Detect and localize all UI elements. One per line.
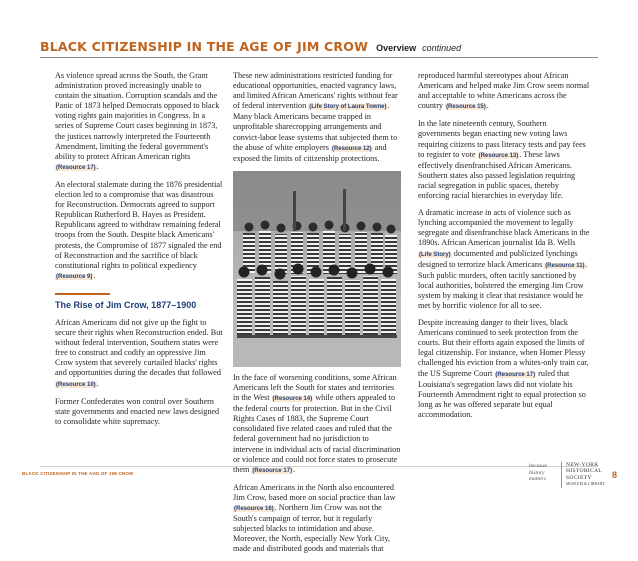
paragraph: An electoral stalemate during the 1876 presidential election led to a compromise that was disastrous for Reconstruction. Democrats agreed to support Republican Rutherford B. Hayes as President. Republicans agreed to withdraw remaining federal troops from the South. Despite black Americans' protests, the Compromise of 1877 signaled the end of Reconstruction and the sacrifice of black constitutional rights to political expediency (Resource 9). <box>55 179 223 280</box>
footer-rule <box>40 466 598 467</box>
paragraph: African Americans in the North also encountered Jim Crow, based more on social practice than law (Resource 16). Northern Jim Crow was not the South's campaign of terror, but it regularly subjected blacks to intimidation and abuse. Moreover, the North, especially New York City, made and distributed goods and materials that <box>233 482 396 554</box>
page-title: BLACK CITIZENSHIP IN THE AGE OF JIM CROW <box>40 39 369 54</box>
continued-label: continued <box>422 43 462 53</box>
column-3 <box>418 71 590 427</box>
footer-title: BLACK CITIZENSHIP IN THE AGE OF JIM CROW <box>22 471 134 476</box>
resource-link[interactable]: (Resource 13) <box>478 152 519 159</box>
resource-link[interactable]: (Resource 9) <box>56 273 93 280</box>
page-number: 8 <box>612 470 618 480</box>
paragraph: A dramatic increase in acts of violence such as lynching accompanied the movement to legally segregate and disenfranchise black Americans in the 1890s. African American journalist Ida B. Wells (Life Story) documented and publicized lynchings designed to terrorize black Americans (Resource 11). Such public murders, often tacitly sanctioned by local authorities, bolstered the emerging Jim Crow system by making it clear that resistance would be met by horrific violence for all to see. <box>418 208 590 310</box>
resource-link[interactable]: (Resource 16) <box>234 505 274 512</box>
resource-link[interactable]: (Resource 10) <box>56 381 96 388</box>
column-2 <box>233 71 401 561</box>
overview-label: Overview <box>376 43 417 53</box>
paragraph: As violence spread across the South, the Grant administration proved increasingly unable to contain the situation. Corruption scandals and the Panic of 1873 helped Democrats opposed to black voting rights gain majorities in Congress. In a series of Supreme Court cases beginning in 1873, the justices narrowly interpreted the Fourteenth Amendment, limiting the federal government's ability to protect African American rights (Resource 17). <box>55 71 220 171</box>
paragraph: reproduced harmful stereotypes about African Americans and helped make Jim Crow seem normal and acceptable to white Americans across the country (Resource 15). <box>418 71 590 111</box>
section-divider <box>55 293 110 295</box>
resource-link[interactable]: (Resource 15) <box>446 104 486 111</box>
resource-link[interactable]: (Resource 17) <box>252 467 293 474</box>
resource-link[interactable]: (Resource 12) <box>332 145 372 152</box>
page-header <box>40 38 461 56</box>
resource-link[interactable]: (Life Story of Laura Towne) <box>309 104 387 111</box>
paragraph: Despite increasing danger to their lives, black Americans continued to seek protection from the courts. But their efforts again exposed the limits of legal citizenship. For instance, when Homer Plessy challenged his eviction from a whites-only train car, the US Supreme Court (Resource 17) ruled that Louisiana's segregation laws did not violate his Fourteenth Amendment right to equal protection so long as he was offered separate but equal accommodation. <box>418 318 589 419</box>
paragraph: These new administrations restricted funding for educational opportunities, enacted vagrancy laws, and limited African Americans' rights without fear of federal intervention (Life Story of Laura Towne). Many black Americans became trapped in unprofitable sharecropping arrangements and convict-labor lease systems that subjected them to the abuse of white employers (Resource 12) and exposed the limits of citizenship protections. <box>233 71 398 163</box>
resource-link[interactable]: (Resource 11) <box>545 262 585 269</box>
tagline: because history matters <box>529 463 548 483</box>
resource-link[interactable]: (Resource 14) <box>272 396 313 403</box>
nyhs-logo: NEW-YORK HISTORICAL SOCIETY MUSEUM & LIBRARY <box>561 462 610 488</box>
resource-link[interactable]: (Life Story) <box>419 251 451 258</box>
resource-link[interactable]: (Resource 17) <box>495 371 536 378</box>
paragraph: In the late nineteenth century, Southern governments began enacting new voting laws requiring citizens to pass literacy tests and pay fees to register to vote (Resource 13). These laws effectively disenfranchised African Americans. Southern states also passed legislation requiring racial segregation in public spaces, thereby enforcing racial hierarchies in everyday life. <box>418 119 586 201</box>
section-heading: The Rise of Jim Crow, 1877–1900 <box>55 299 197 310</box>
paragraph: African Americans did not give up the fight to secure their rights when Reconstruction ended. But without federal intervention, Southern states were free to construct and codify an oppressive Jim Crow system that severely curtailed blacks' rights and opportunities during the decades that followed (Resource 10). <box>55 317 223 388</box>
column-1 <box>55 71 223 434</box>
paragraph: Former Confederates won control over Southern state governments and enacted new laws designed to consolidate white supremacy. <box>55 396 220 426</box>
paragraph: In the face of worsening conditions, some African Americans left the South for states and territories in the West (Resource 14) while others appealed to the federal courts for protection. But in the Civil Rights Cases of 1883, the Supreme Court consolidated five related cases and ruled that the federal government had no jurisdiction to intervene in individual acts of racial discrimination or violence and could not force states to prosecute them (Resource 17). <box>233 372 401 474</box>
header-rule <box>40 57 598 58</box>
chain-gang-photo <box>233 171 401 367</box>
resource-link[interactable]: (Resource 17) <box>56 164 96 171</box>
